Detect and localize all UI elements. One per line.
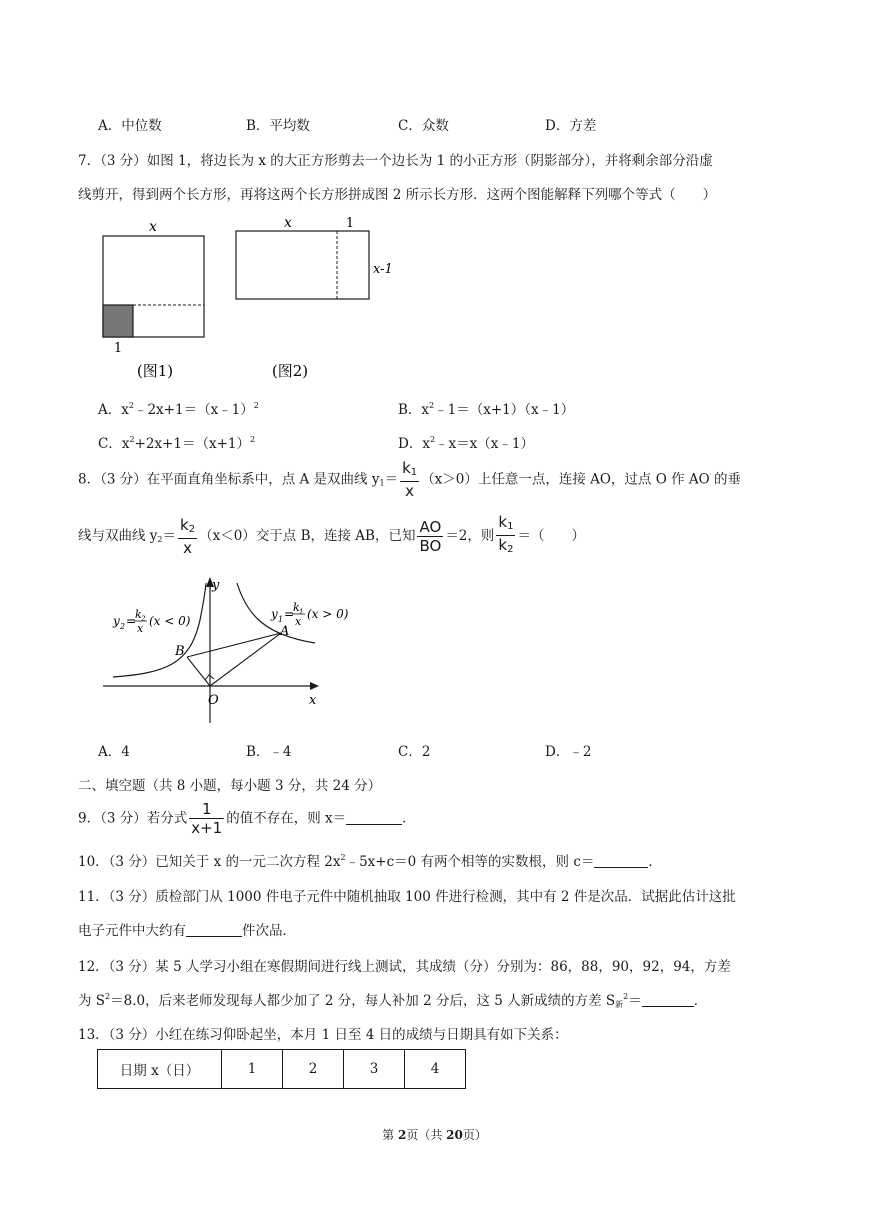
- q7-option-a: A．$x^2﹣2x+1=(x﹣1)^2$: [98, 401, 259, 418]
- q9-fraction: $\frac{1}{x+1}$: [191, 800, 223, 837]
- fig1-label-x: x: [149, 219, 157, 235]
- q12-answer-blank[interactable]: [642, 994, 694, 1007]
- q8-option-a: A．4: [98, 744, 130, 760]
- q6-option-c: C．众数: [398, 118, 449, 134]
- graph-x-axis-label: x: [309, 693, 317, 708]
- q10-stem: 10．（3 分）已知关于 x 的一元二次方程 $2x^2﹣5x+c=0$ 有两个相等的实数根，则 c＝ ．: [78, 853, 662, 870]
- q13-table: [97, 1049, 466, 1089]
- q7-option-d: D．$x^2﹣x=x(x﹣1)$: [398, 435, 534, 452]
- svg-text:2: 2: [120, 622, 126, 631]
- table-header-cell: 日期 x（日）: [98, 1050, 222, 1089]
- fig2-label-x: x: [284, 215, 292, 231]
- q13-stem: 13．（3 分）小红在练习仰卧起坐，本月 1 日至 4 日的成绩与日期具有如下关系：: [78, 1027, 568, 1043]
- q7-stem-line2: 线剪开，得到两个长方形，再将这两个长方形拼成图 2 所示长方形．这两个图能解释下列哪个等式（ ）: [78, 187, 717, 203]
- table-cell: 3: [344, 1050, 405, 1089]
- table-cell: 2: [283, 1050, 344, 1089]
- q6-option-a: A．中位数: [98, 118, 162, 134]
- table-cell: 1: [222, 1050, 283, 1089]
- svg-text:2: 2: [141, 615, 146, 623]
- q8-stem-line1: 8．（3 分）在平面直角坐标系中，点 A 是双曲线 $y_1=$ $\frac{k_1}{x}$ （x＞0）上任意一点，连接 AO，过点 O 作 AO 的垂: [78, 459, 741, 500]
- q11-stem-line2: 电子元件中大约有 件次品．: [78, 923, 296, 939]
- svg-text:x: x: [295, 615, 302, 628]
- q8-fraction-k2-x: $\frac{k_2}{x}$: [180, 515, 196, 557]
- graph-left-equation: [112, 608, 191, 635]
- table-row: [98, 1050, 466, 1089]
- q8-option-c: C．2: [398, 744, 431, 760]
- q6-option-b: B．平均数: [246, 118, 310, 134]
- svg-text:k: k: [135, 608, 142, 621]
- section-2-heading: 二、填空题（共 8 小题，每小题 3 分，共 24 分）: [78, 778, 382, 794]
- svg-text:=: =: [126, 614, 137, 628]
- svg-text:(x > 0): (x > 0): [307, 607, 349, 621]
- q7-option-c: C．$x^2+2x+1=(x+1)^2$: [98, 435, 256, 452]
- q10-answer-blank[interactable]: [594, 855, 648, 868]
- q9-answer-blank[interactable]: [346, 812, 402, 825]
- svg-text:1: 1: [278, 615, 284, 624]
- q8-stem-line2: 线与双曲线 $y_2=$ $\frac{k_2}{x}$ （x＜0）交于点 B，连接 AB，已知 $\frac{AO}{BO}$ ＝2，则 $\frac{k_1}{k_2}$ ＝（ ）: [78, 514, 585, 559]
- graph-y-axis-label: y: [212, 578, 220, 593]
- svg-text:x: x: [137, 622, 144, 635]
- svg-text:1: 1: [299, 608, 304, 616]
- q6-option-d: D．方差: [545, 118, 597, 134]
- svg-text:=: =: [284, 607, 295, 621]
- fig2-caption: (图2): [271, 362, 309, 380]
- q7-option-b: B．$x^2﹣1=(x+1)(x﹣1)$: [398, 401, 575, 418]
- svg-text:k: k: [293, 601, 300, 614]
- q8-option-b: B．﹣4: [246, 744, 292, 760]
- graph-origin-label: O: [208, 693, 219, 708]
- graph-right-equation: [270, 601, 349, 628]
- q7-figure-1: [103, 219, 204, 380]
- q8-option-d: D．﹣2: [545, 744, 592, 760]
- svg-text:y: y: [113, 614, 120, 628]
- fig1-caption: (图1): [136, 362, 174, 380]
- q11-stem-line1: 11．（3 分）质检部门从 1000 件电子元件中随机抽取 100 件进行检测，其中有 2 件是次品．试据此估计这批: [78, 889, 736, 905]
- q8-fraction-k1-k2: $\frac{k_1}{k_2}$: [498, 513, 514, 555]
- q12-stem-line1: 12．（3 分）某 5 人学习小组在寒假期间进行线上测试，其成绩（分）分别为：86，88，90，92，94，方差: [78, 959, 731, 975]
- q12-stem-line2: 为 $S^2=8.0$，后来老师发现每人都少加了 2 分，每人补加 2 分后，这 5 人新成绩的方差 $S_新^2=$ ．: [78, 992, 708, 1009]
- table-cell: 4: [405, 1050, 466, 1089]
- q11-answer-blank[interactable]: [186, 924, 242, 937]
- q8-graph: [95, 575, 375, 725]
- q9-stem: 9．（3 分）若分式 $\frac{1}{x+1}$ 的值不存在，则 x＝ ．: [78, 800, 416, 837]
- q7-figures: [90, 212, 420, 387]
- graph-point-a: A: [280, 624, 290, 639]
- svg-text:(x < 0): (x < 0): [149, 614, 191, 628]
- q7-stem-line1: 7．（3 分）如图 1，将边长为 x 的大正方形剪去一个边长为 1 的小正方形（阴影部分），并将剩余部分沿虚: [78, 153, 713, 169]
- page-footer: 第 2页（共 20页）: [382, 1128, 487, 1142]
- fig2-label-1: 1: [345, 216, 355, 231]
- q8-fraction-k1-x: $\frac{k_1}{x}$: [402, 459, 418, 500]
- graph-point-b: B: [175, 644, 185, 659]
- q8-fraction-ao-bo: $\frac{AO}{BO}$: [419, 517, 442, 555]
- q7-figure-2: [236, 215, 393, 380]
- fig1-label-1: 1: [113, 341, 123, 356]
- svg-text:y: y: [271, 607, 278, 621]
- fig2-label-side: x-1: [373, 262, 393, 277]
